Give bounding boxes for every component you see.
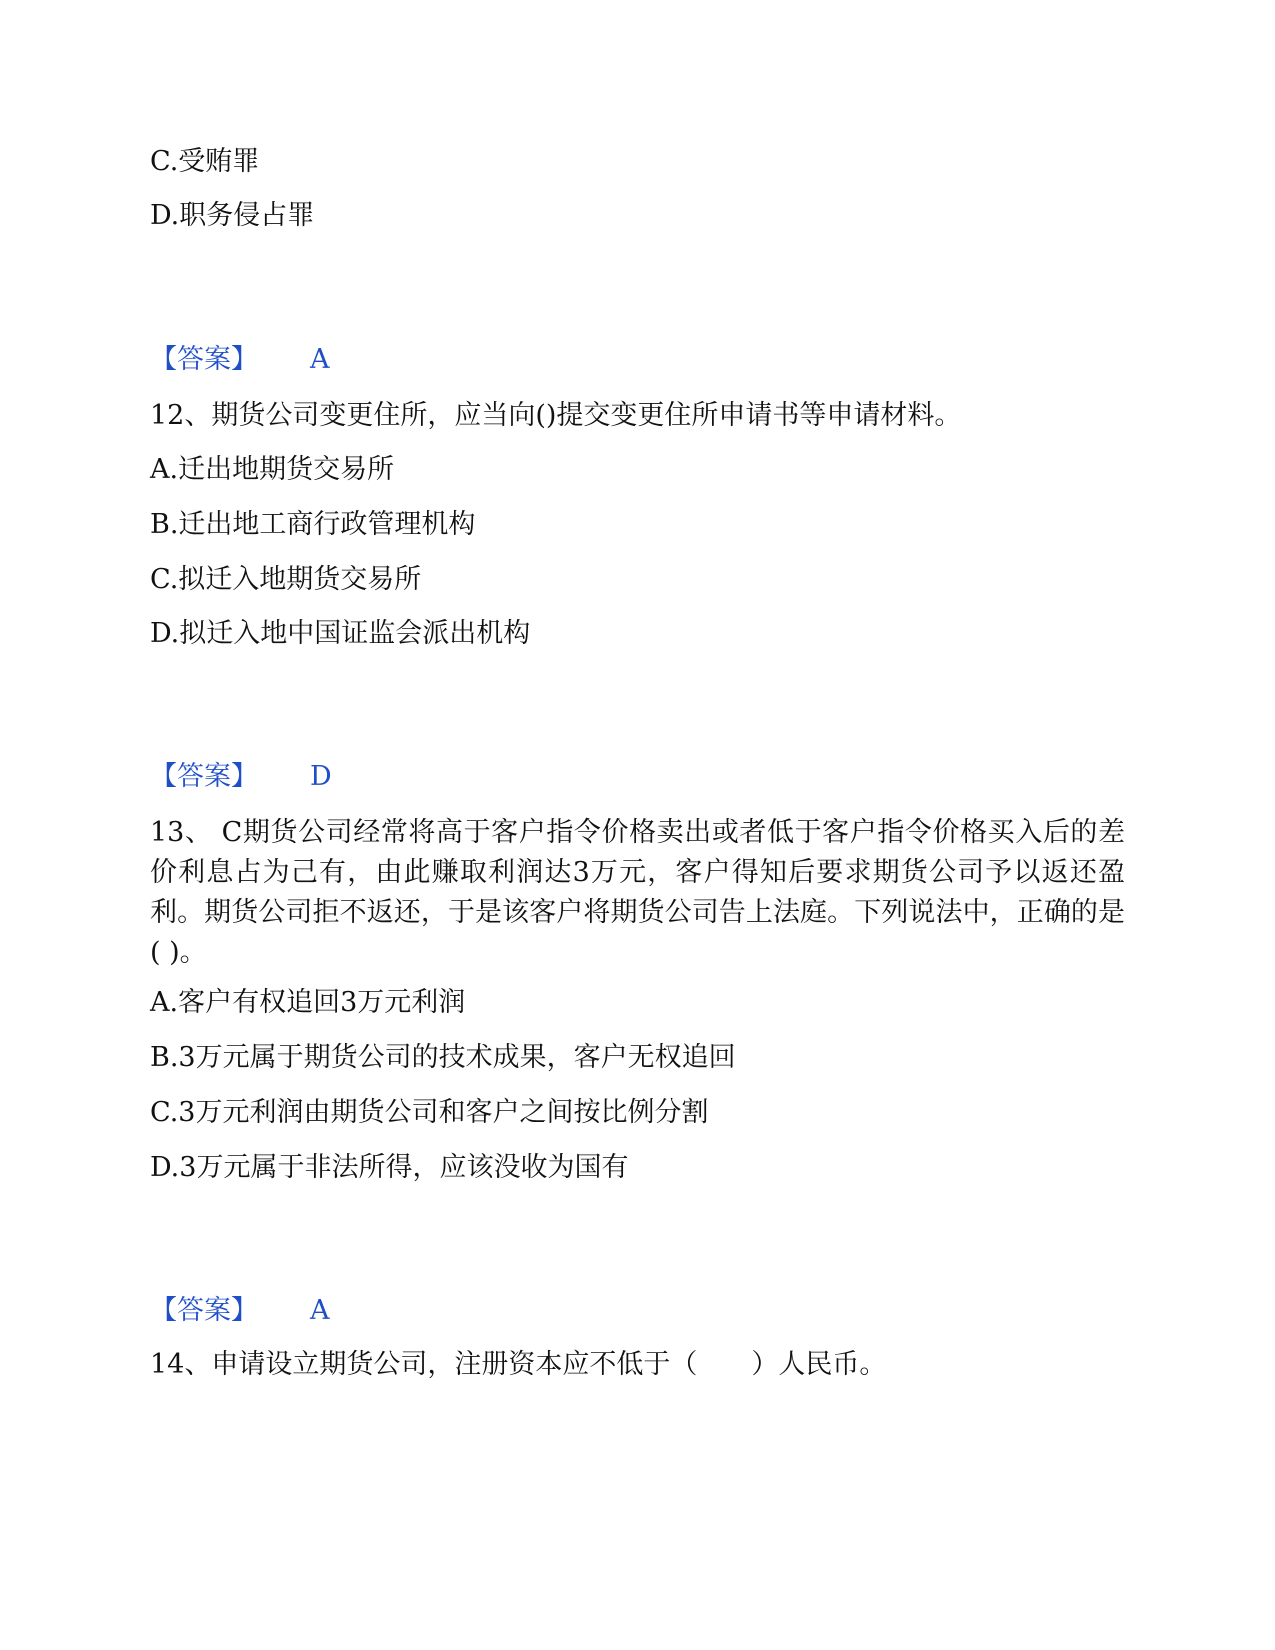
q13-option-b: B.3万元属于期货公司的技术成果，客户无权追回 [150,1042,736,1073]
q12-option-a: A.迁出地期货交易所 [150,454,395,485]
answer-value: A [310,1295,330,1326]
q12-option-b: B.迁出地工商行政管理机构 [150,509,476,540]
answer-label: 【答案】 [150,761,258,792]
q11-option-d: D.职务侵占罪 [150,200,315,231]
q11-option-c: C.受贿罪 [150,146,260,177]
q13-option-a: A.客户有权追回3万元利润 [150,987,466,1018]
q12-stem: 12、期货公司变更住所，应当向()提交变更住所申请书等申请材料。 [150,400,962,431]
q13-stem: 13、 C期货公司经常将高于客户指令价格卖出或者低于客户指令价格买入后的差价利息占为己有，由此赚取利润达3万元，客户得知后要求期货公司予以返还盈利。期货公司拒不返还，于是该客户将期货公司告上法庭。下列说法中，正确的是( )。 [150,817,1125,968]
q12-answer [150,757,332,797]
q12-option-c: C.拟迁入地期货交易所 [150,564,422,595]
q13-option-d: D.3万元属于非法所得，应该没收为国有 [150,1152,629,1183]
q14-stem: 14、申请设立期货公司，注册资本应不低于（ ）人民币。 [150,1349,887,1380]
answer-value: A [310,344,330,375]
q13-option-c: C.3万元利润由期货公司和客户之间按比例分割 [150,1097,709,1128]
q13-answer [150,1291,330,1331]
q11-answer [150,340,330,380]
answer-label: 【答案】 [150,344,258,375]
answer-label: 【答案】 [150,1295,258,1326]
q12-option-d: D.拟迁入地中国证监会派出机构 [150,618,531,649]
answer-value: D [310,761,332,792]
